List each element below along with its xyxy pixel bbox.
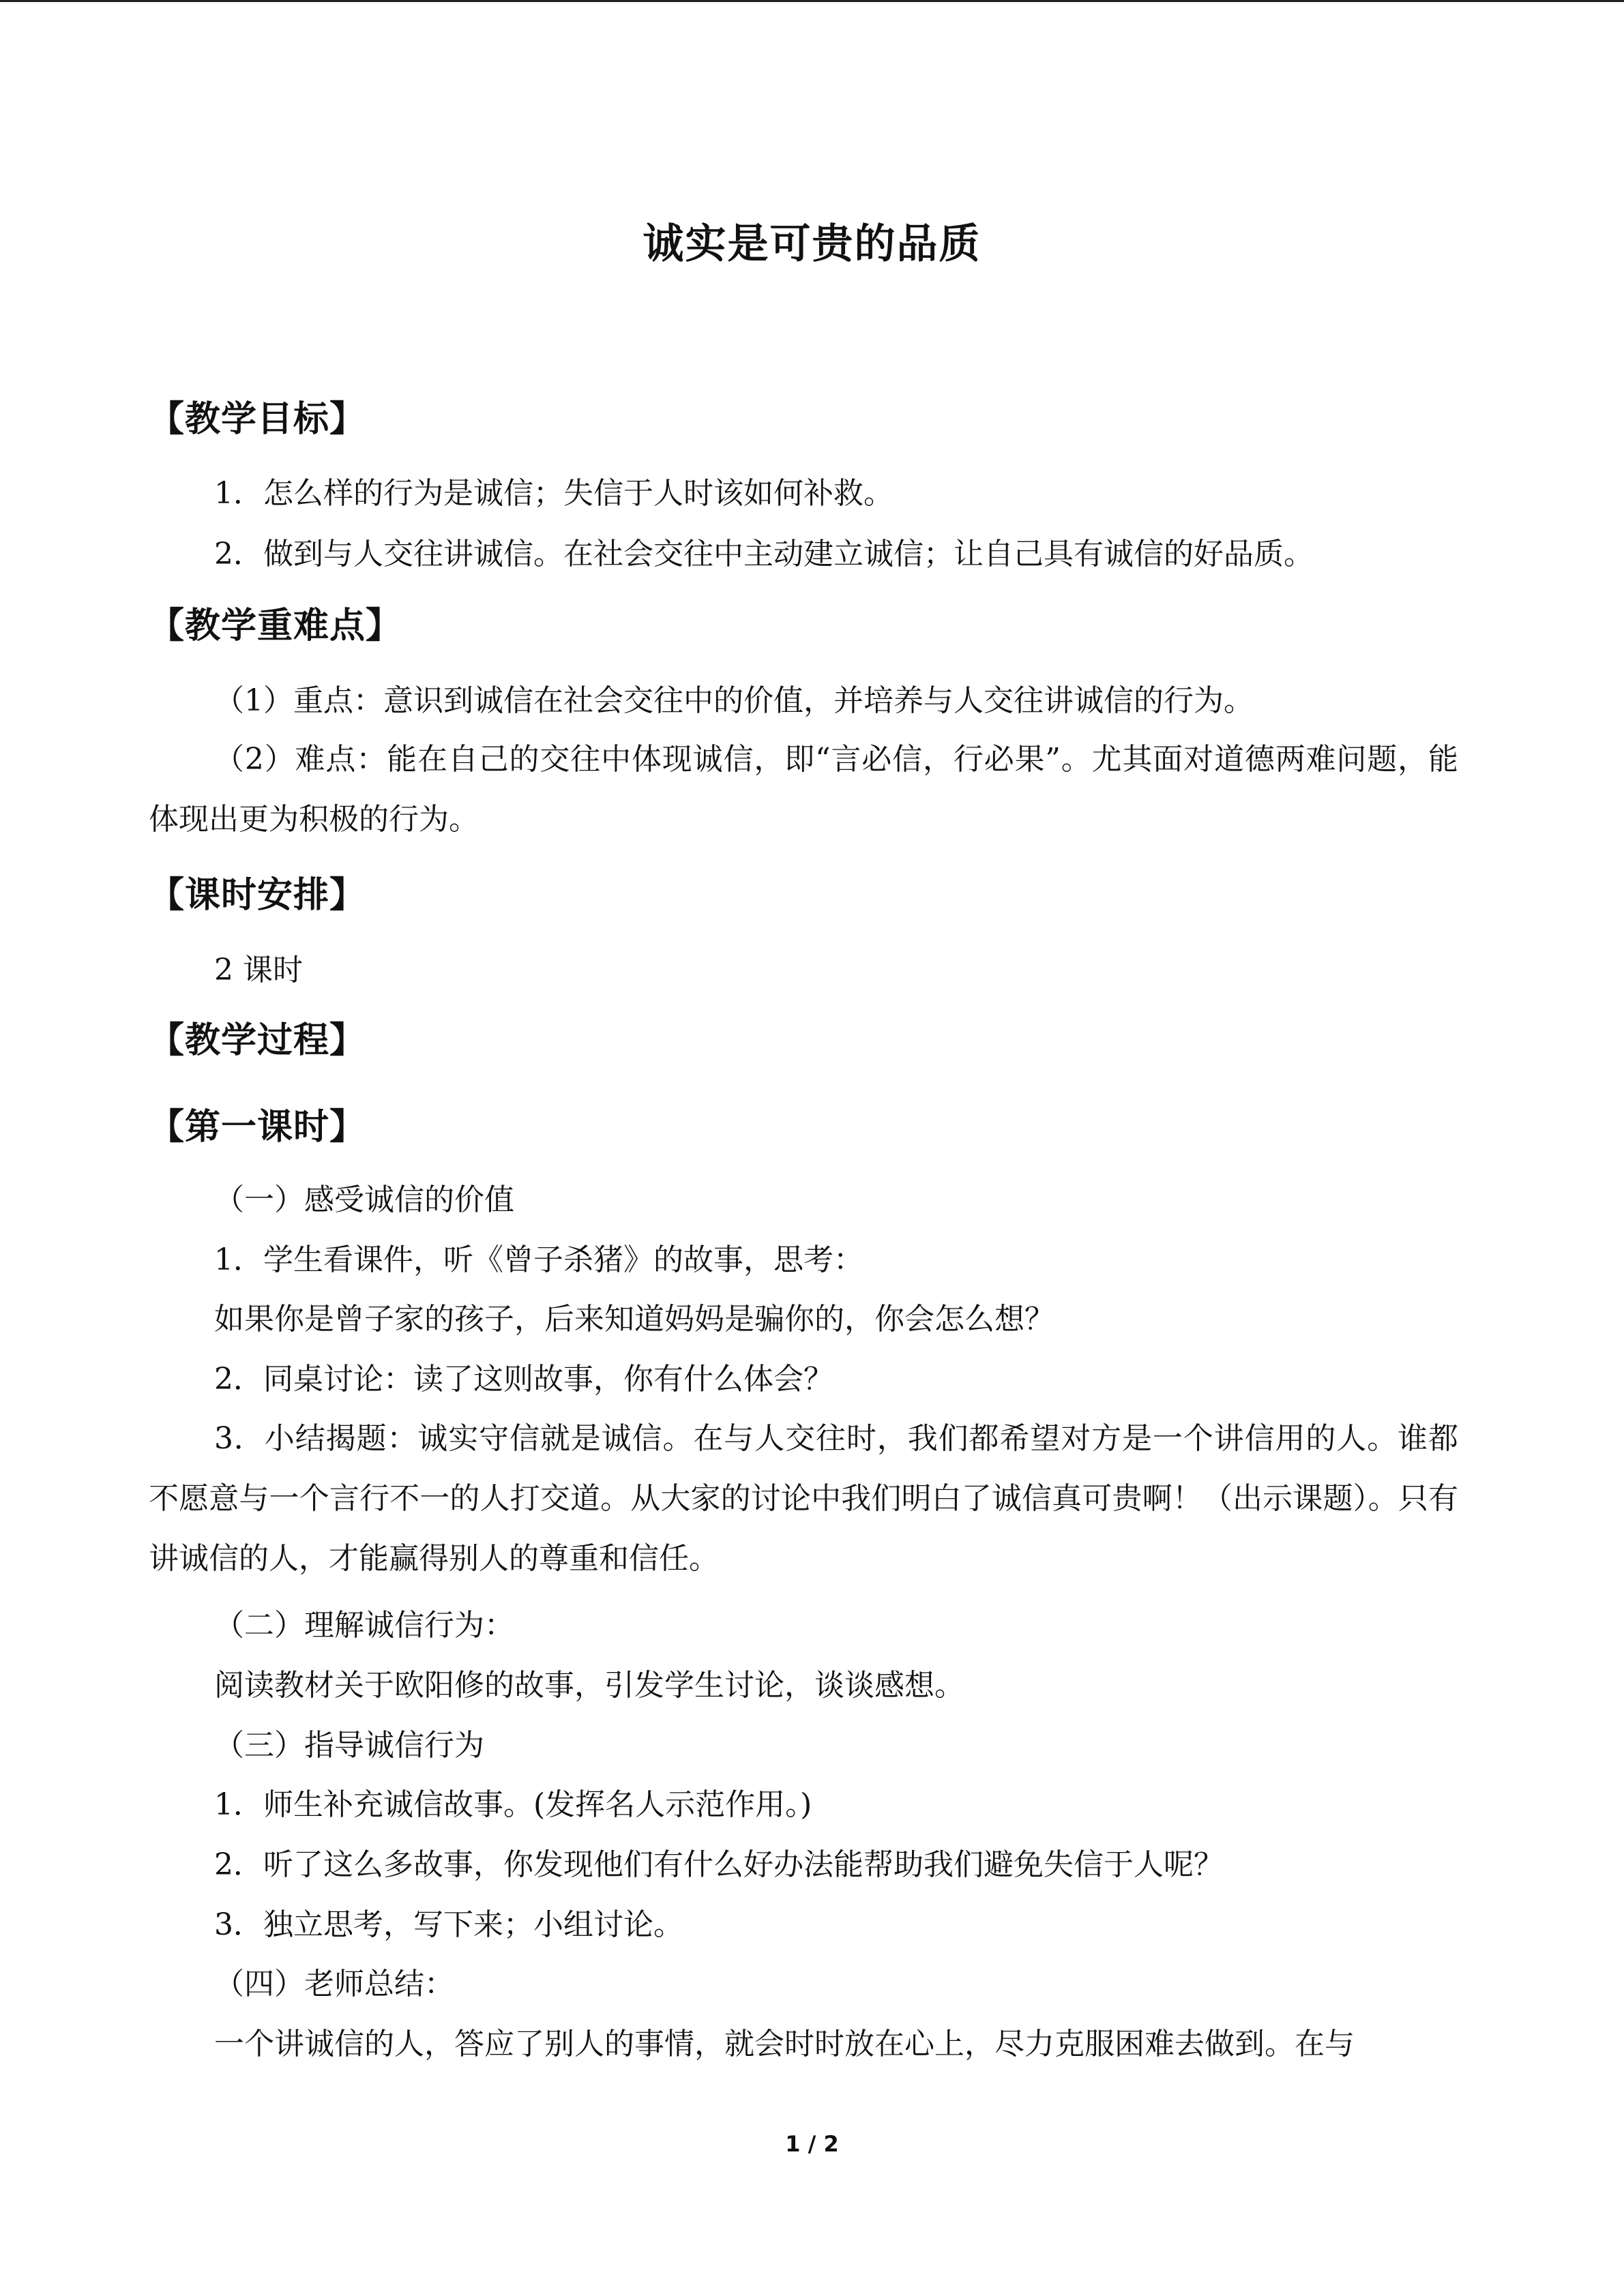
goal-item-1: 1．怎么样的行为是诚信；失信于人时该如何补救。 [214, 476, 894, 511]
section-1-item-2: 2．同桌讨论：读了这则故事，你有什么体会？ [214, 1362, 833, 1397]
section-3-title: （三）指导诚信行为 [214, 1728, 484, 1763]
section-1-item-1: 1．学生看课件，听《曾子杀猪》的故事，思考： [214, 1242, 863, 1277]
key-point-1: （1）重点：意识到诚信在社会交往中的价值，并培养与人交往讲诚信的行为。 [214, 683, 1254, 718]
schedule-text: 2 课时 [214, 953, 303, 987]
top-border [0, 0, 1624, 2]
heading-schedule: 【课时安排】 [149, 875, 366, 916]
heading-teaching-process: 【教学过程】 [149, 1020, 366, 1061]
page-title: 诚实是可贵的品质 [643, 220, 981, 268]
section-2-text: 阅读教材关于欧阳修的故事，引发学生讨论，谈谈感想。 [214, 1668, 964, 1703]
section-1-item-1-question: 如果你是曾子家的孩子，后来知道妈妈是骗你的，你会怎么想？ [214, 1302, 1054, 1337]
heading-teaching-goals: 【教学目标】 [149, 399, 366, 440]
goal-item-2: 2．做到与人交往讲诚信。在社会交往中主动建立诚信；让自己具有诚信的好品质。 [214, 537, 1314, 571]
section-4-text: 一个讲诚信的人，答应了别人的事情，就会时时放在心上，尽力克服困难去做到。在与 [214, 2027, 1355, 2061]
section-4-title: （四）老师总结： [214, 1967, 454, 2001]
section-3-item-2: 2．听了这么多故事，你发现他们有什么好办法能帮助我们避免失信于人呢？ [214, 1847, 1224, 1882]
section-3-item-1: 1．师生补充诚信故事。(发挥名人示范作用。) [214, 1787, 812, 1822]
key-point-2: （2）难点：能在自己的交往中体现诚信，即“言必信，行必果”。尤其面对道德两难问题，能体现出更为积极的行为。 [149, 742, 1458, 837]
heading-lesson-one: 【第一课时】 [149, 1107, 366, 1148]
section-3-item-3: 3．独立思考，写下来；小组讨论。 [214, 1907, 683, 1942]
section-1-title: （一）感受诚信的价值 [214, 1182, 514, 1217]
section-2-title: （二）理解诚信行为： [214, 1608, 514, 1643]
page-number: 1 / 2 [785, 2131, 839, 2157]
heading-key-points: 【教学重难点】 [149, 606, 402, 646]
section-1-item-3: 3．小结揭题：诚实守信就是诚信。在与人交往时，我们都希望对方是一个讲信用的人。谁都不愿意与一个言行不一的人打交道。从大家的讨论中我们明白了诚信真可贵啊！（出示课题）。只有讲诚信的人，才能赢得别人的尊重和信任。 [149, 1421, 1458, 1576]
